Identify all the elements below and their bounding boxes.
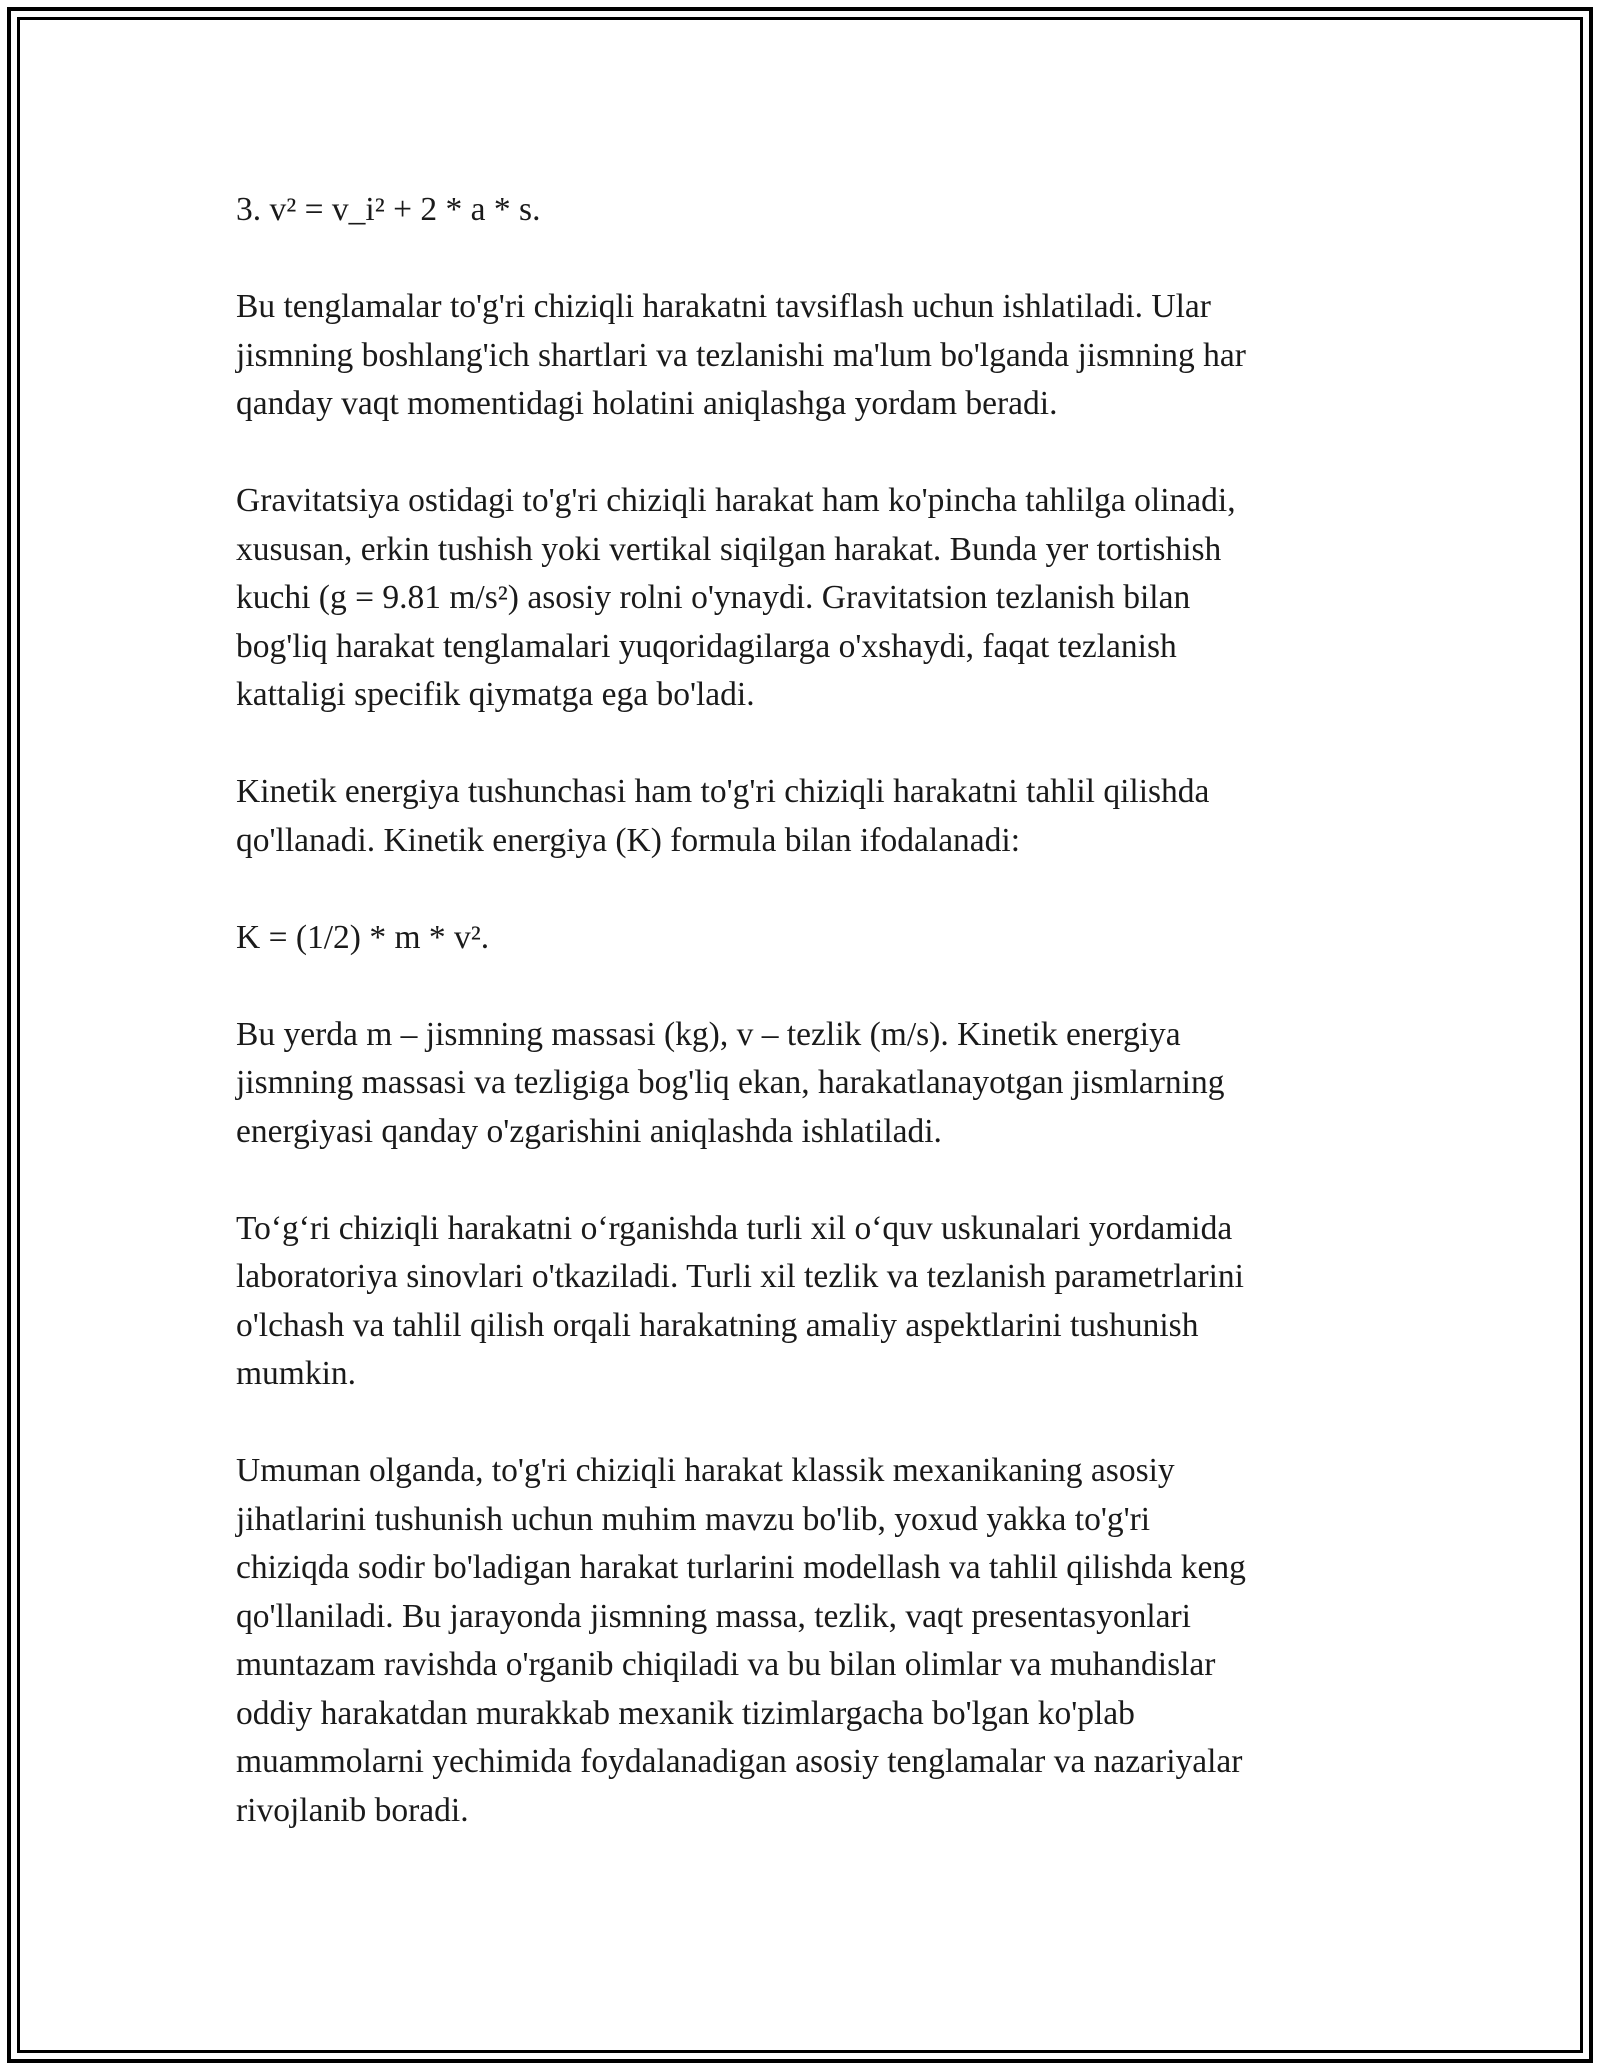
equation-kinetic-energy: K = (1/2) * m * v².: [236, 918, 490, 956]
paragraph-equations-usage: Bu tenglamalar to'g'ri chiziqli harakatni tavsiflash uchun ishlatiladi. Ular jismning boshlang'ich shartlari va tezlanishi ma'lum bo'lganda jismning har qanday vaqt momentidagi holatini aniqlashga yordam beradi.: [236, 288, 1246, 422]
paragraph-kinetic-energy-explanation: Bu yerda m – jismning massasi (kg), v – tezlik (m/s). Kinetik energiya jismning massasi va tezligiga bog'liq ekan, harakatlanayotgan jismlarning energiyasi qanday o'zgarishini aniqlashda ishlatiladi.: [236, 1015, 1225, 1150]
equation-velocity-squared: 3. v² = v_i² + 2 * a * s.: [236, 191, 541, 228]
paragraph-kinetic-energy-intro: Kinetik energiya tushunchasi ham to'g'ri chiziqli harakatni tahlil qilishda qo'llanadi. Kinetik energiya (K) formula bilan ifodalanadi:: [236, 773, 1210, 859]
paragraph-conclusion: Umuman olganda, to'g'ri chiziqli harakat klassik mexanikaning asosiy jihatlarini tushunish uchun muhim mavzu bo'lib, yoxud yakka to'g'ri chiziqda sodir bo'ladigan harakat turlarini modellash va tahlil qilishda keng qo'llaniladi. Bu jarayonda jismning massa, tezlik, vaqt presentasyonlari muntazam ravishda o'rganib chiqiladi va bu bilan olimlar va muhandislar oddiy harakatdan murakkab mexanik tizimlargacha bo'lgan ko'plab muammolarni yechimida foydalanadigan asosiy tenglamalar va nazariyalar rivojlanib boradi.: [236, 1452, 1246, 1829]
paragraph-laboratory-tests: To‘g‘ri chiziqli harakatni o‘rganishda turli xil o‘quv uskunalari yordamida laboratoriya sinovlari o'tkaziladi. Turli xil tezlik va tezlanish parametrlarini o'lchash va tahlil qilish orqali harakatning amaliy aspektlarini tushunish mumkin.: [236, 1209, 1244, 1392]
document-body: [236, 186, 1366, 1884]
paragraph-gravity-motion: Gravitatsiya ostidagi to'g'ri chiziqli harakat ham ko'pincha tahlilga olinadi, xususan, erkin tushish yoki vertikal siqilgan harakat. Bunda yer tortishish kuchi (g = 9.81 m/s²) asosiy rolni o'ynaydi. Gravitatsion tezlanish bilan bog'liq harakat tenglamalari yuqoridagilarga o'xshaydi, faqat tezlanish kattaligi specifik qiymatga ega bo'ladi.: [236, 482, 1236, 713]
